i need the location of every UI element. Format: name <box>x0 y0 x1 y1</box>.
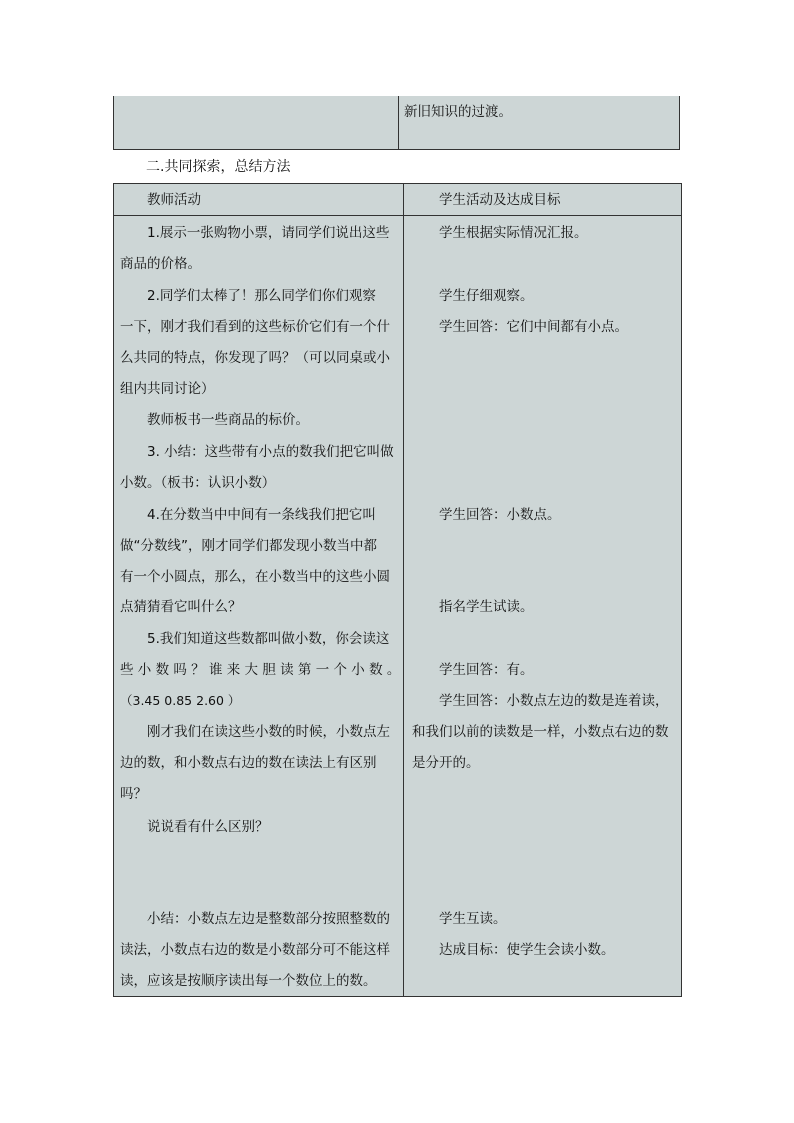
activity-table <box>113 183 682 997</box>
student-line: 指名学生试读。 <box>439 599 534 615</box>
student-line: 学生互读。 <box>439 911 507 927</box>
header-teacher-activity: 教师活动 <box>147 192 201 208</box>
teacher-line: 小结：小数点左边是整数部分按照整数的 <box>147 911 390 927</box>
teacher-line: 说说看有什么区别？ <box>147 819 269 835</box>
teacher-line: 读法，小数点右边的数是小数部分可不能这样 <box>120 942 390 958</box>
teacher-line: 边的数，和小数点右边的数在读法上有区别 <box>120 755 377 771</box>
student-line: 是分开的。 <box>412 755 480 771</box>
previous-table-left-cell <box>114 96 398 149</box>
student-line: 学生回答：小数点。 <box>439 507 561 523</box>
section-heading: 二.共同探索，总结方法 <box>146 159 291 175</box>
student-line: 学生回答：小数点左边的数是连着读， <box>439 693 669 709</box>
teacher-line: 刚才我们在读这些小数的时候，小数点左 <box>147 724 390 740</box>
teacher-line: 4.在分数当中中间有一条线我们把它叫 <box>147 507 376 523</box>
teacher-line: 吗？ <box>120 786 147 802</box>
teacher-line: 3. 小结：这些带有小点的数我们把它叫做 <box>147 444 394 460</box>
teacher-line: 做“分数线”，刚才同学们都发现小数当中都 <box>120 538 377 554</box>
student-line: 达成目标：使学生会读小数。 <box>439 942 615 958</box>
teacher-line: 1.展示一张购物小票，请同学们说出这些 <box>147 225 390 241</box>
teacher-line: 有一个小圆点，那么，在小数当中的这些小圆 <box>120 569 390 585</box>
header-student-activity: 学生活动及达成目标 <box>439 192 561 208</box>
teacher-line: 教师板书一些商品的标价。 <box>147 412 309 428</box>
teacher-line: 么共同的特点，你发现了吗？（可以同桌或小 <box>120 350 390 366</box>
student-line: 学生回答：有。 <box>439 662 534 678</box>
teacher-line: 商品的价格。 <box>120 256 201 272</box>
teacher-line: 点猜猜看它叫什么？ <box>120 599 242 615</box>
previous-table-divider <box>398 96 399 149</box>
previous-table-continuation <box>113 96 680 150</box>
student-line: 学生仔细观察。 <box>439 288 534 304</box>
student-line: 学生根据实际情况汇报。 <box>439 225 588 241</box>
teacher-line: 组内共同讨论） <box>120 381 215 397</box>
teacher-line: 小数。（板书：认识小数） <box>120 475 276 491</box>
column-divider <box>403 184 404 996</box>
teacher-line: 5.我们知道这些数都叫做小数，你会读这 <box>147 631 390 647</box>
teacher-line: 一下，刚才我们看到的这些标价它们有一个什 <box>120 319 390 335</box>
student-line: 和我们以前的读数是一样，小数点右边的数 <box>412 724 669 740</box>
teacher-line: 读，应该是按顺序读出每一个数位上的数。 <box>120 973 377 989</box>
teacher-line: （3.45 0.85 2.60 ） <box>120 693 241 708</box>
student-line: 学生回答：它们中间都有小点。 <box>439 319 628 335</box>
teacher-line: 2.同学们太棒了！那么同学们你们观察 <box>147 288 376 304</box>
teacher-line: 些 小 数 吗 ？ 谁 来 大 胆 读 第 一 个 小 数 。 <box>120 662 401 678</box>
previous-table-right-text: 新旧知识的过渡。 <box>404 104 512 120</box>
header-divider <box>114 215 681 216</box>
